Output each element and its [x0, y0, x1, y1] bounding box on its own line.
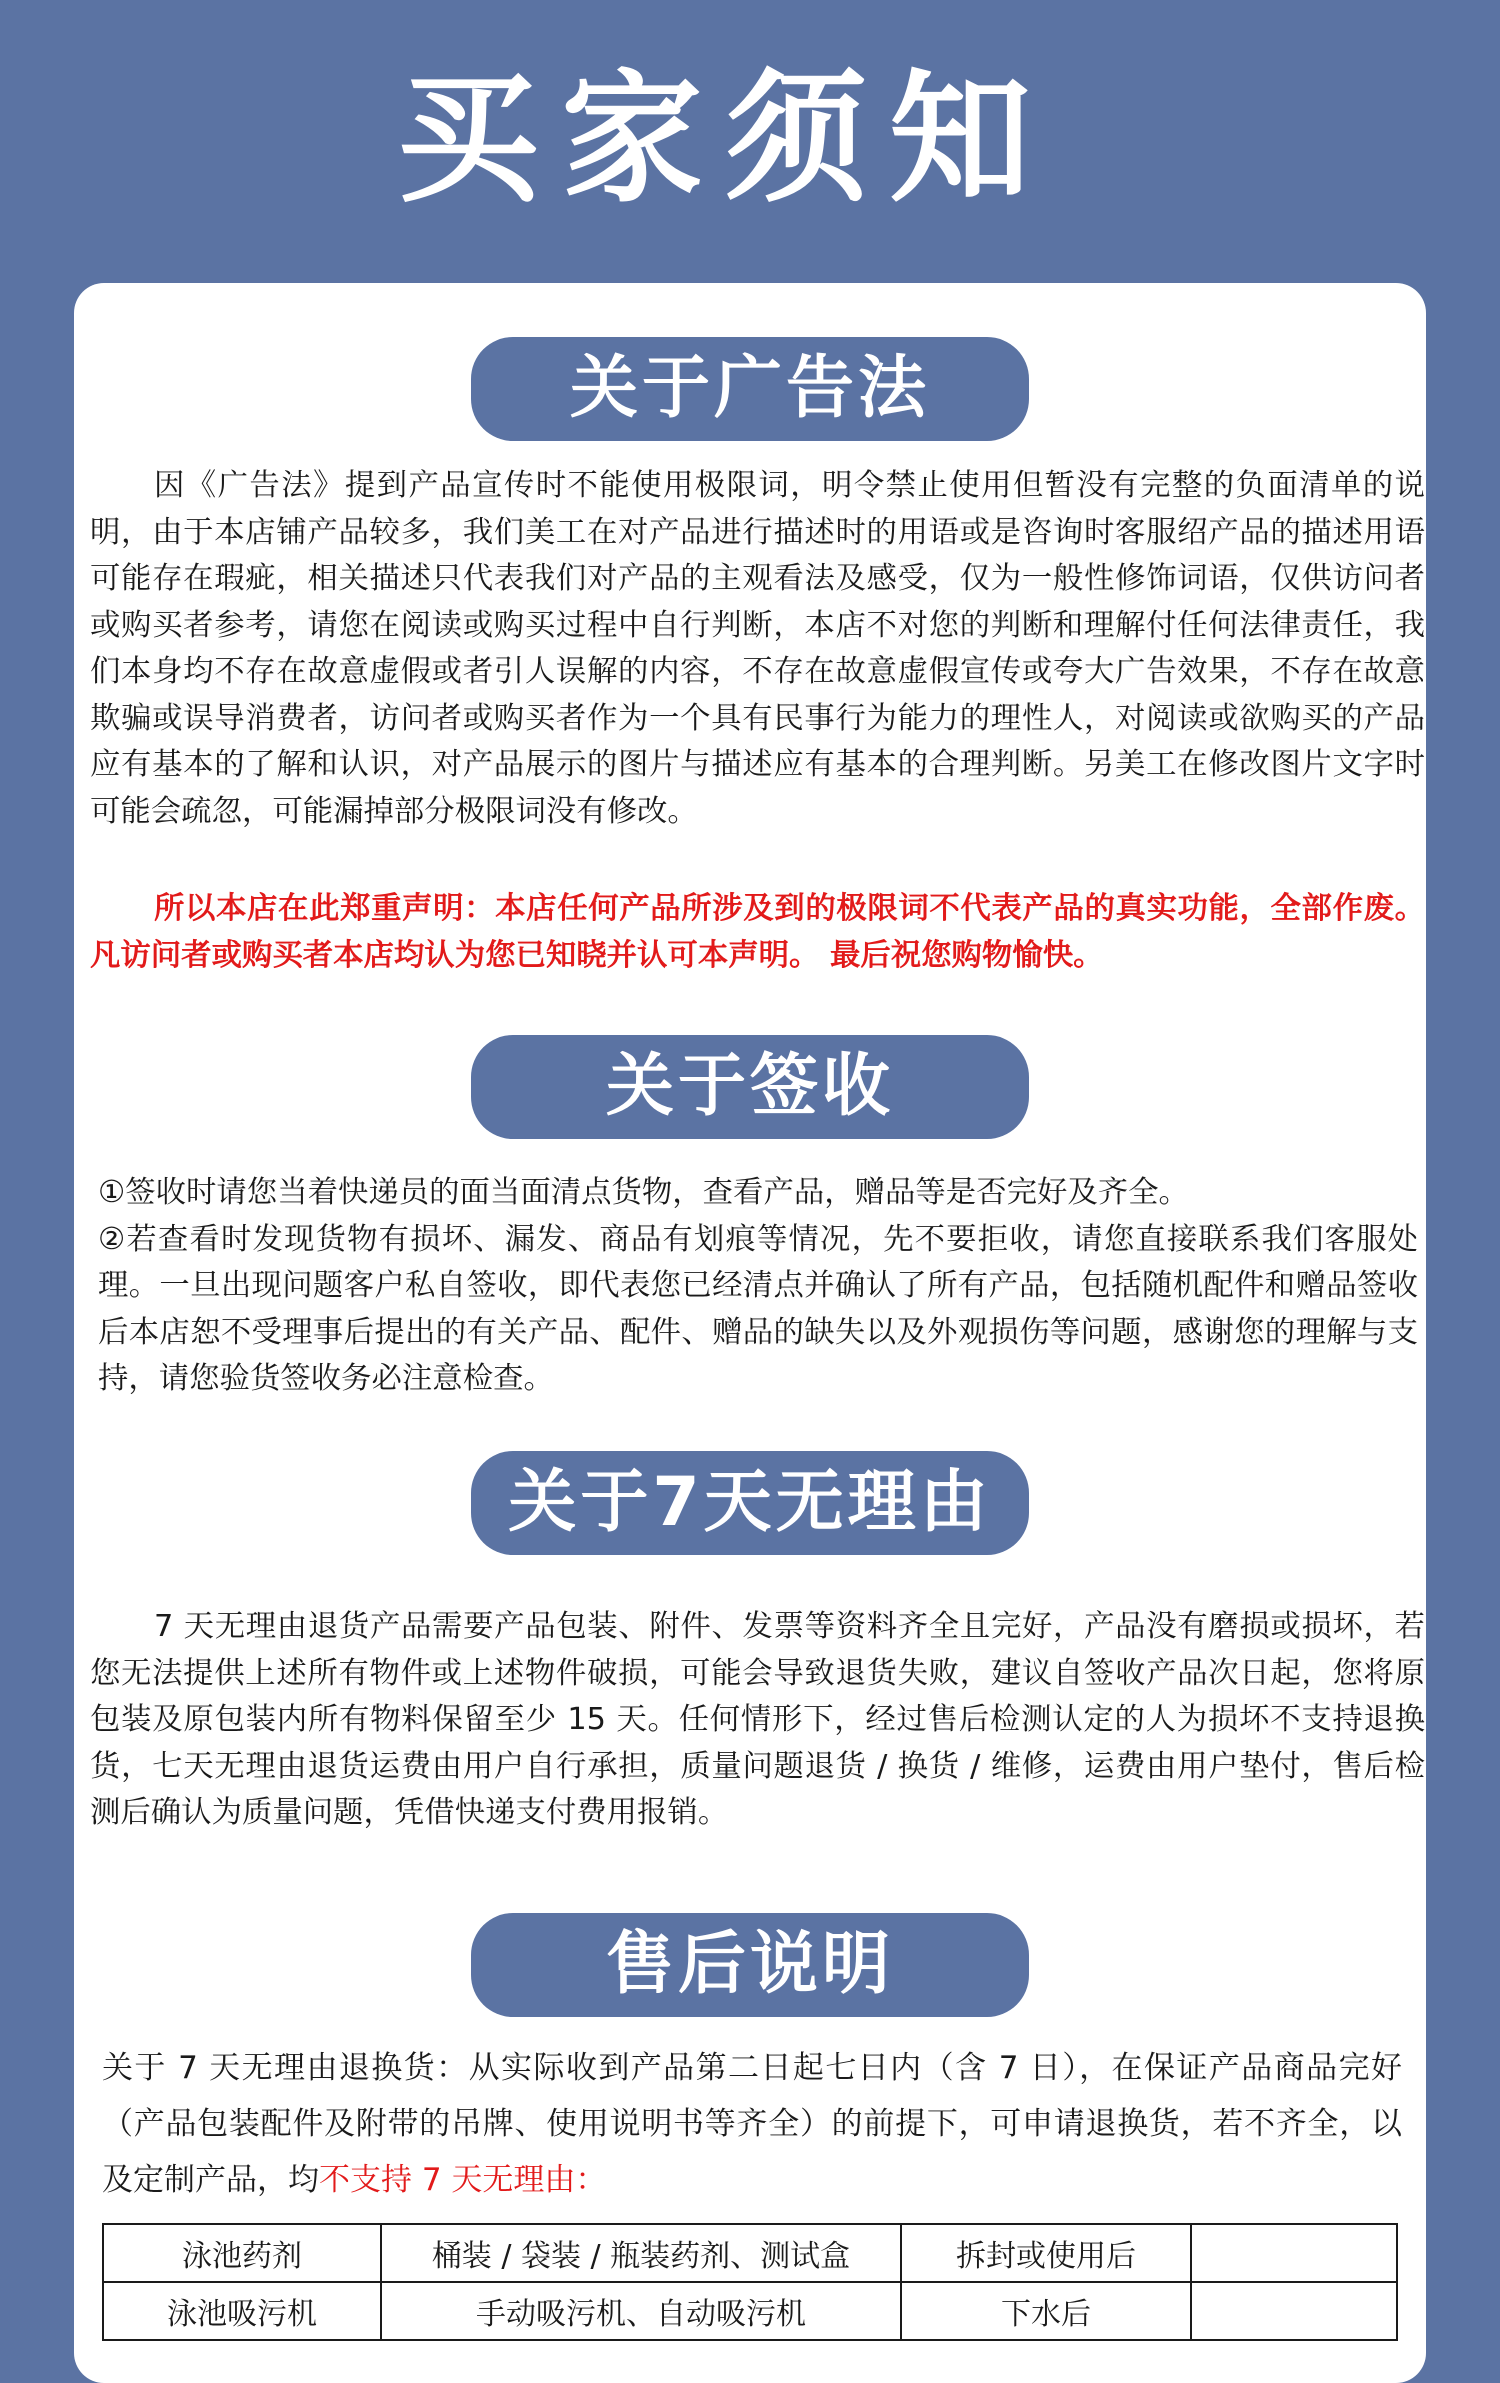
table-cell: 手动吸污机、自动吸污机: [381, 2282, 901, 2340]
after-sales-exception-text: 不支持 7 天无理由：: [319, 2162, 607, 2198]
section-heading-after-sales: 售后说明: [471, 1913, 1029, 2017]
signing-item: ②若查看时发现货物有损坏、漏发、商品有划痕等情况，先不要拒收，请您直接联系我们客服处理。一旦出现问题客户私自签收，即代表您已经清点并确认了所有产品，包括随机配件和赠品签收后本店恕不受理事后提出的有关产品、配件、赠品的缺失以及外观损伤等问题，感谢您的理解与支持，请您验货签收务必注意检查。: [98, 1221, 1418, 1396]
table-cell: 拆封或使用后: [901, 2224, 1191, 2282]
table-cell: 下水后: [901, 2282, 1191, 2340]
table-cell: [1191, 2224, 1397, 2282]
table-row: [103, 2282, 1397, 2340]
section-heading-signing: 关于签收: [471, 1035, 1029, 1139]
return-exceptions-table: [102, 2223, 1398, 2341]
ad-law-body: 因《广告法》提到产品宣传时不能使用极限词，明令禁止使用但暂没有完整的负面清单的说明，由于本店铺产品较多，我们美工在对产品进行描述时的用语或是咨询时客服绍产品的描述用语可能存在瑕疵，相关描述只代表我们对产品的主观看法及感受，仅为一般性修饰词语，仅供访问者或购买者参考，请您在阅读或购买过程中自行判断，本店不对您的判断和理解付任何法律责任，我们本身均不存在故意虚假或者引人误解的内容，不存在故意虚假宣传或夸大广告效果，不存在故意欺骗或误导消费者，访问者或购买者作为一个具有民事行为能力的理性人，对阅读或欲购买的产品应有基本的了解和认识，对产品展示的图片与描述应有基本的合理判断。另美工在修改图片文字时可能会疏忽，可能漏掉部分极限词没有修改。: [90, 468, 1425, 829]
signing-list: [98, 1170, 1418, 1403]
table-cell: [1191, 2282, 1397, 2340]
section-heading-ad-law: 关于广告法: [471, 337, 1029, 441]
table-cell: 泳池药剂: [103, 2224, 381, 2282]
section-heading-seven-day: 关于7天无理由: [471, 1451, 1029, 1555]
page-title: 买家须知: [397, 57, 1053, 222]
seven-day-body: 7 天无理由退货产品需要产品包装、附件、发票等资料齐全且完好，产品没有磨损或损坏，若您无法提供上述所有物件或上述物件破损，可能会导致退货失败，建议自签收产品次日起，您将原包装及原包装内所有物料保留至少 15 天。任何情形下，经过售后检测认定的人为损坏不支持退换货，七天无理由退货运费由用户自行承担，质量问题退货 / 换货 / 维修，运费由用户垫付，售后检测后确认为质量问题，凭借快递支付费用报销。: [90, 1609, 1425, 1830]
ad-law-notice: 所以本店在此郑重声明：本店任何产品所涉及到的极限词不代表产品的真实功能，全部作废。 凡访问者或购买者本店均认为您已知晓并认可本声明。 最后祝您购物愉快。: [90, 891, 1425, 973]
table-cell: 泳池吸污机: [103, 2282, 381, 2340]
after-sales-body-text: 关于 7 天无理由退换货：从实际收到产品第二日起七日内（含 7 日），在保证产品商品完好（产品包装配件及附带的吊牌、使用说明书等齐全）的前提下，可申请退换货，若不齐全，以及定制产品，均: [102, 2050, 1402, 2198]
after-sales-body: [102, 2040, 1402, 2208]
signing-item: ①签收时请您当着快递员的面当面清点货物，查看产品，赠品等是否完好及齐全。: [98, 1175, 1189, 1210]
table-cell: 桶装 / 袋装 / 瓶装药剂、测试盒: [381, 2224, 901, 2282]
notice-panel: [74, 283, 1426, 2383]
table-row: [103, 2224, 1397, 2282]
